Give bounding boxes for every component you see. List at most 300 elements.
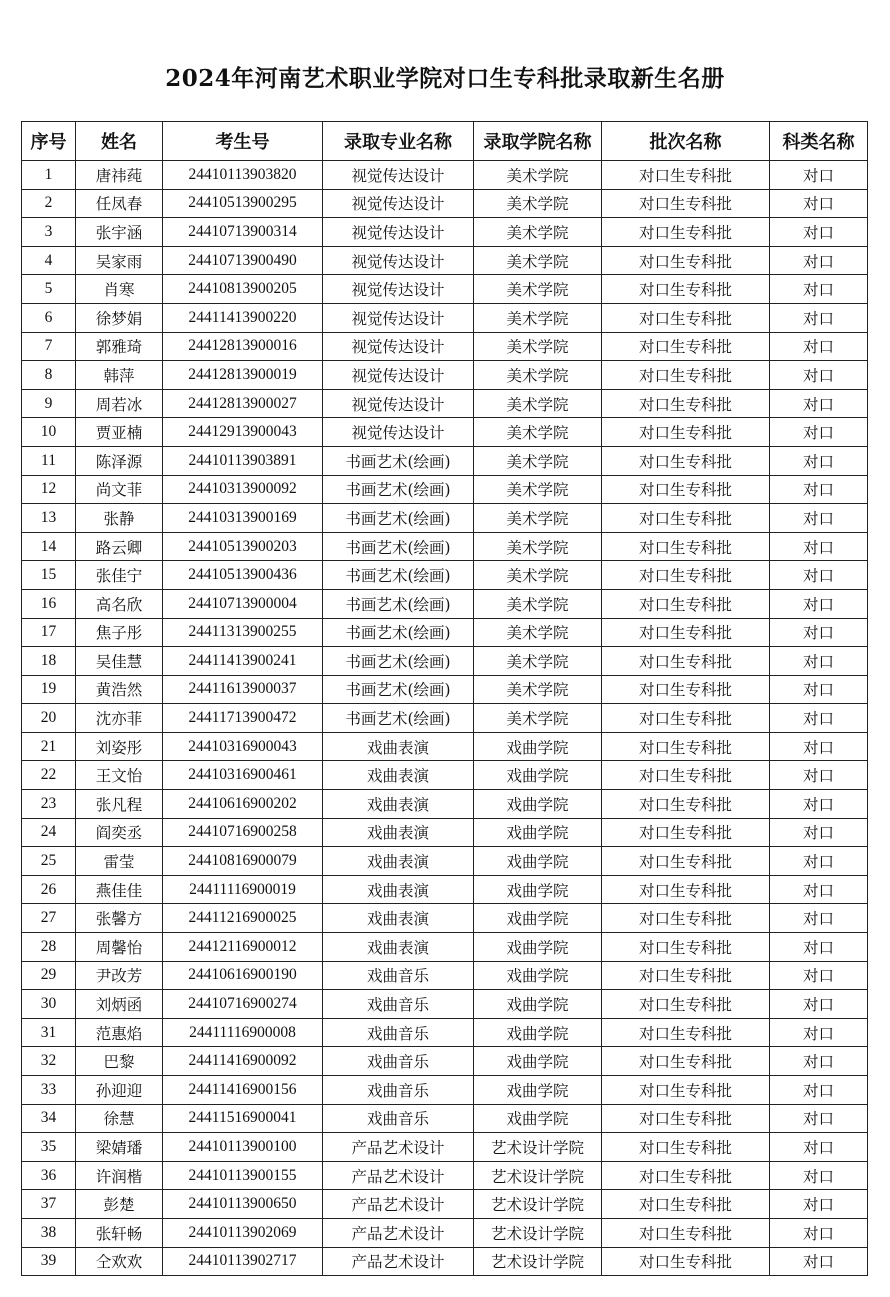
cell-category: 对口 [770,732,868,761]
table-row [22,704,868,733]
table-row [22,790,868,819]
cell-batch: 对口生专科批 [602,1133,770,1162]
cell-name: 张静 [76,504,163,533]
cell-college: 戏曲学院 [474,933,602,962]
cell-serial-number: 7 [22,332,76,361]
table-row [22,1247,868,1276]
cell-category: 对口 [770,875,868,904]
cell-category: 对口 [770,532,868,561]
cell-candidate-number: 24410113902069 [163,1218,323,1247]
cell-serial-number: 24 [22,818,76,847]
cell-serial-number: 18 [22,647,76,676]
cell-major: 产品艺术设计 [323,1190,474,1219]
cell-batch: 对口生专科批 [602,303,770,332]
cell-name: 张佳宁 [76,561,163,590]
cell-category: 对口 [770,1018,868,1047]
cell-candidate-number: 24411613900037 [163,675,323,704]
cell-name: 刘姿彤 [76,732,163,761]
cell-major: 视觉传达设计 [323,275,474,304]
table-row [22,1218,868,1247]
cell-batch: 对口生专科批 [602,504,770,533]
cell-major: 视觉传达设计 [323,303,474,332]
cell-batch: 对口生专科批 [602,704,770,733]
cell-batch: 对口生专科批 [602,275,770,304]
cell-name: 仝欢欢 [76,1247,163,1276]
cell-category: 对口 [770,389,868,418]
table-row [22,1190,868,1219]
cell-major: 戏曲音乐 [323,1047,474,1076]
cell-name: 唐祎莼 [76,161,163,190]
cell-college: 美术学院 [474,189,602,218]
cell-college: 美术学院 [474,704,602,733]
cell-major: 产品艺术设计 [323,1247,474,1276]
cell-major: 戏曲表演 [323,761,474,790]
cell-candidate-number: 24410313900092 [163,475,323,504]
cell-name: 王文怡 [76,761,163,790]
cell-name: 吴佳慧 [76,647,163,676]
table-row [22,675,868,704]
header-major: 录取专业名称 [323,122,474,161]
table-row [22,1104,868,1133]
cell-name: 沈亦菲 [76,704,163,733]
cell-name: 孙迎迎 [76,1076,163,1105]
cell-college: 戏曲学院 [474,847,602,876]
cell-name: 范惠焰 [76,1018,163,1047]
table-row [22,161,868,190]
table-row [22,446,868,475]
cell-candidate-number: 24410313900169 [163,504,323,533]
cell-batch: 对口生专科批 [602,1047,770,1076]
cell-college: 戏曲学院 [474,875,602,904]
header-name: 姓名 [76,122,163,161]
cell-category: 对口 [770,246,868,275]
cell-serial-number: 29 [22,961,76,990]
cell-name: 徐慧 [76,1104,163,1133]
cell-major: 视觉传达设计 [323,389,474,418]
cell-name: 张馨方 [76,904,163,933]
cell-serial-number: 1 [22,161,76,190]
cell-name: 彭楚 [76,1190,163,1219]
cell-serial-number: 5 [22,275,76,304]
cell-name: 任凤春 [76,189,163,218]
cell-category: 对口 [770,161,868,190]
cell-college: 美术学院 [474,389,602,418]
cell-category: 对口 [770,761,868,790]
table-row [22,218,868,247]
cell-candidate-number: 24410113902717 [163,1247,323,1276]
cell-major: 戏曲音乐 [323,1104,474,1133]
cell-name: 高名欣 [76,589,163,618]
cell-serial-number: 30 [22,990,76,1019]
cell-candidate-number: 24411416900156 [163,1076,323,1105]
cell-category: 对口 [770,818,868,847]
cell-candidate-number: 24410716900258 [163,818,323,847]
cell-name: 梁婧璠 [76,1133,163,1162]
cell-name: 张轩畅 [76,1218,163,1247]
table-row [22,332,868,361]
cell-batch: 对口生专科批 [602,1018,770,1047]
cell-college: 美术学院 [474,475,602,504]
cell-candidate-number: 24410316900461 [163,761,323,790]
cell-name: 尹改芳 [76,961,163,990]
cell-candidate-number: 24411116900019 [163,875,323,904]
cell-serial-number: 38 [22,1218,76,1247]
cell-serial-number: 19 [22,675,76,704]
cell-serial-number: 10 [22,418,76,447]
cell-batch: 对口生专科批 [602,161,770,190]
cell-college: 戏曲学院 [474,1018,602,1047]
cell-serial-number: 27 [22,904,76,933]
cell-college: 美术学院 [474,446,602,475]
cell-major: 戏曲音乐 [323,990,474,1019]
cell-name: 许润楷 [76,1161,163,1190]
cell-serial-number: 4 [22,246,76,275]
cell-category: 对口 [770,1133,868,1162]
cell-category: 对口 [770,1190,868,1219]
cell-serial-number: 22 [22,761,76,790]
table-row [22,418,868,447]
cell-name: 肖寒 [76,275,163,304]
table-row [22,647,868,676]
cell-college: 戏曲学院 [474,990,602,1019]
cell-college: 戏曲学院 [474,761,602,790]
table-row [22,618,868,647]
cell-major: 书画艺术(绘画) [323,446,474,475]
cell-name: 路云卿 [76,532,163,561]
cell-major: 戏曲表演 [323,904,474,933]
cell-candidate-number: 24410316900043 [163,732,323,761]
cell-major: 戏曲音乐 [323,1076,474,1105]
cell-candidate-number: 24410513900203 [163,532,323,561]
cell-college: 艺术设计学院 [474,1218,602,1247]
cell-major: 书画艺术(绘画) [323,704,474,733]
cell-serial-number: 9 [22,389,76,418]
cell-candidate-number: 24410816900079 [163,847,323,876]
cell-name: 贾亚楠 [76,418,163,447]
cell-major: 戏曲表演 [323,933,474,962]
table-row [22,303,868,332]
cell-batch: 对口生专科批 [602,475,770,504]
table-row [22,761,868,790]
cell-batch: 对口生专科批 [602,875,770,904]
cell-college: 戏曲学院 [474,1104,602,1133]
cell-candidate-number: 24410113900100 [163,1133,323,1162]
cell-category: 对口 [770,303,868,332]
admission-roster-table [21,121,868,1276]
page-title: 2024年河南艺术职业学院对口生专科批录取新生名册 [165,65,725,92]
cell-name: 周若冰 [76,389,163,418]
cell-college: 戏曲学院 [474,904,602,933]
cell-serial-number: 39 [22,1247,76,1276]
cell-college: 美术学院 [474,561,602,590]
cell-category: 对口 [770,361,868,390]
table-row [22,532,868,561]
cell-batch: 对口生专科批 [602,790,770,819]
cell-serial-number: 33 [22,1076,76,1105]
cell-college: 美术学院 [474,675,602,704]
cell-category: 对口 [770,1247,868,1276]
cell-batch: 对口生专科批 [602,561,770,590]
cell-college: 美术学院 [474,647,602,676]
cell-category: 对口 [770,1161,868,1190]
cell-college: 戏曲学院 [474,1047,602,1076]
cell-name: 巴黎 [76,1047,163,1076]
cell-serial-number: 6 [22,303,76,332]
cell-candidate-number: 24410513900295 [163,189,323,218]
cell-category: 对口 [770,847,868,876]
cell-batch: 对口生专科批 [602,589,770,618]
cell-college: 美术学院 [474,618,602,647]
table-row [22,732,868,761]
table-header-row [22,122,868,161]
cell-major: 视觉传达设计 [323,161,474,190]
cell-name: 周馨怡 [76,933,163,962]
cell-batch: 对口生专科批 [602,961,770,990]
cell-college: 美术学院 [474,504,602,533]
cell-category: 对口 [770,990,868,1019]
cell-candidate-number: 24412116900012 [163,933,323,962]
cell-candidate-number: 24412913900043 [163,418,323,447]
cell-candidate-number: 24411413900241 [163,647,323,676]
cell-college: 艺术设计学院 [474,1190,602,1219]
cell-serial-number: 35 [22,1133,76,1162]
cell-batch: 对口生专科批 [602,1161,770,1190]
cell-serial-number: 26 [22,875,76,904]
cell-college: 美术学院 [474,332,602,361]
cell-batch: 对口生专科批 [602,732,770,761]
cell-serial-number: 23 [22,790,76,819]
cell-name: 刘炳函 [76,990,163,1019]
cell-major: 书画艺术(绘画) [323,561,474,590]
cell-category: 对口 [770,218,868,247]
cell-serial-number: 20 [22,704,76,733]
cell-candidate-number: 24410713900314 [163,218,323,247]
cell-serial-number: 2 [22,189,76,218]
cell-candidate-number: 24411216900025 [163,904,323,933]
cell-major: 戏曲表演 [323,818,474,847]
cell-major: 视觉传达设计 [323,332,474,361]
cell-name: 郭雅琦 [76,332,163,361]
cell-batch: 对口生专科批 [602,990,770,1019]
cell-name: 张宇涵 [76,218,163,247]
table-row [22,189,868,218]
table-row [22,875,868,904]
cell-category: 对口 [770,332,868,361]
cell-batch: 对口生专科批 [602,1076,770,1105]
cell-college: 美术学院 [474,218,602,247]
cell-candidate-number: 24412813900019 [163,361,323,390]
table-row [22,246,868,275]
table-row [22,818,868,847]
cell-category: 对口 [770,589,868,618]
cell-batch: 对口生专科批 [602,761,770,790]
cell-major: 戏曲音乐 [323,961,474,990]
cell-college: 戏曲学院 [474,1076,602,1105]
table-row [22,904,868,933]
cell-serial-number: 25 [22,847,76,876]
cell-major: 产品艺术设计 [323,1161,474,1190]
cell-serial-number: 28 [22,933,76,962]
cell-candidate-number: 24410616900190 [163,961,323,990]
cell-category: 对口 [770,1218,868,1247]
cell-name: 吴家雨 [76,246,163,275]
cell-college: 美术学院 [474,418,602,447]
cell-batch: 对口生专科批 [602,332,770,361]
table-row [22,990,868,1019]
cell-category: 对口 [770,561,868,590]
cell-serial-number: 12 [22,475,76,504]
cell-major: 戏曲表演 [323,847,474,876]
cell-category: 对口 [770,675,868,704]
cell-batch: 对口生专科批 [602,418,770,447]
cell-category: 对口 [770,933,868,962]
cell-name: 徐梦娟 [76,303,163,332]
cell-college: 艺术设计学院 [474,1161,602,1190]
cell-major: 视觉传达设计 [323,246,474,275]
table-row [22,589,868,618]
cell-category: 对口 [770,418,868,447]
cell-candidate-number: 24412813900016 [163,332,323,361]
cell-candidate-number: 24410616900202 [163,790,323,819]
table-row [22,961,868,990]
cell-serial-number: 34 [22,1104,76,1133]
cell-major: 视觉传达设计 [323,418,474,447]
cell-major: 视觉传达设计 [323,361,474,390]
cell-major: 戏曲表演 [323,790,474,819]
cell-college: 美术学院 [474,303,602,332]
cell-name: 张凡程 [76,790,163,819]
cell-category: 对口 [770,647,868,676]
cell-major: 戏曲音乐 [323,1018,474,1047]
cell-major: 书画艺术(绘画) [323,647,474,676]
cell-serial-number: 32 [22,1047,76,1076]
table-row [22,847,868,876]
cell-major: 视觉传达设计 [323,189,474,218]
cell-batch: 对口生专科批 [602,933,770,962]
cell-candidate-number: 24411416900092 [163,1047,323,1076]
cell-category: 对口 [770,475,868,504]
cell-name: 阎奕丞 [76,818,163,847]
cell-batch: 对口生专科批 [602,446,770,475]
cell-serial-number: 11 [22,446,76,475]
cell-major: 书画艺术(绘画) [323,504,474,533]
table-row [22,275,868,304]
table-row [22,1018,868,1047]
cell-candidate-number: 24411413900220 [163,303,323,332]
cell-candidate-number: 24411713900472 [163,704,323,733]
cell-candidate-number: 24411116900008 [163,1018,323,1047]
cell-category: 对口 [770,790,868,819]
cell-batch: 对口生专科批 [602,647,770,676]
cell-batch: 对口生专科批 [602,361,770,390]
table-row [22,933,868,962]
table-row [22,1047,868,1076]
cell-major: 产品艺术设计 [323,1218,474,1247]
table-row [22,389,868,418]
cell-category: 对口 [770,446,868,475]
cell-major: 书画艺术(绘画) [323,589,474,618]
cell-batch: 对口生专科批 [602,246,770,275]
cell-batch: 对口生专科批 [602,1247,770,1276]
cell-name: 韩萍 [76,361,163,390]
table-row [22,504,868,533]
cell-major: 书画艺术(绘画) [323,618,474,647]
cell-serial-number: 17 [22,618,76,647]
cell-batch: 对口生专科批 [602,675,770,704]
cell-category: 对口 [770,1047,868,1076]
header-category: 科类名称 [770,122,868,161]
cell-college: 戏曲学院 [474,732,602,761]
cell-candidate-number: 24410113903820 [163,161,323,190]
cell-candidate-number: 24410113903891 [163,446,323,475]
cell-major: 戏曲表演 [323,875,474,904]
cell-candidate-number: 24411516900041 [163,1104,323,1133]
cell-batch: 对口生专科批 [602,1104,770,1133]
cell-major: 戏曲表演 [323,732,474,761]
cell-name: 黄浩然 [76,675,163,704]
table-row [22,1133,868,1162]
cell-serial-number: 31 [22,1018,76,1047]
cell-batch: 对口生专科批 [602,1190,770,1219]
cell-category: 对口 [770,189,868,218]
cell-serial-number: 16 [22,589,76,618]
cell-college: 美术学院 [474,246,602,275]
cell-candidate-number: 24411313900255 [163,618,323,647]
cell-college: 艺术设计学院 [474,1133,602,1162]
table-body [22,161,868,1276]
table-row [22,561,868,590]
cell-serial-number: 37 [22,1190,76,1219]
header-batch: 批次名称 [602,122,770,161]
cell-college: 戏曲学院 [474,961,602,990]
cell-candidate-number: 24410716900274 [163,990,323,1019]
header-college: 录取学院名称 [474,122,602,161]
cell-college: 戏曲学院 [474,790,602,819]
cell-batch: 对口生专科批 [602,189,770,218]
table-row [22,1076,868,1105]
cell-candidate-number: 24410113900155 [163,1161,323,1190]
cell-batch: 对口生专科批 [602,1218,770,1247]
cell-batch: 对口生专科批 [602,847,770,876]
cell-batch: 对口生专科批 [602,904,770,933]
header-candidate-number: 考生号 [163,122,323,161]
cell-candidate-number: 24412813900027 [163,389,323,418]
cell-category: 对口 [770,1076,868,1105]
cell-candidate-number: 24410813900205 [163,275,323,304]
cell-major: 书画艺术(绘画) [323,675,474,704]
cell-serial-number: 13 [22,504,76,533]
cell-college: 美术学院 [474,361,602,390]
cell-name: 尚文菲 [76,475,163,504]
cell-name: 燕佳佳 [76,875,163,904]
cell-college: 美术学院 [474,589,602,618]
table-row [22,1161,868,1190]
cell-major: 产品艺术设计 [323,1133,474,1162]
cell-category: 对口 [770,904,868,933]
cell-category: 对口 [770,275,868,304]
cell-candidate-number: 24410713900004 [163,589,323,618]
cell-batch: 对口生专科批 [602,818,770,847]
cell-batch: 对口生专科批 [602,389,770,418]
cell-name: 雷莹 [76,847,163,876]
cell-college: 美术学院 [474,532,602,561]
cell-serial-number: 3 [22,218,76,247]
cell-batch: 对口生专科批 [602,218,770,247]
cell-batch: 对口生专科批 [602,618,770,647]
cell-major: 视觉传达设计 [323,218,474,247]
cell-candidate-number: 24410513900436 [163,561,323,590]
cell-candidate-number: 24410113900650 [163,1190,323,1219]
